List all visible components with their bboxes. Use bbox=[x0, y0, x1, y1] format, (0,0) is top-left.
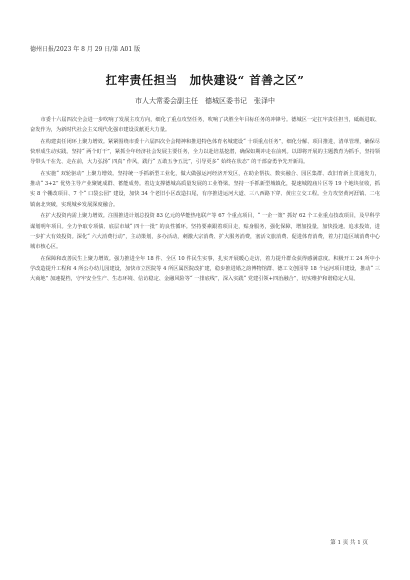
article-byline: 市人大常委会副主任 德城区委书记 张泽中 bbox=[135, 97, 275, 105]
newspaper-source-line: 德州日报/2023 年 8 月 29 日/第 A01 版 bbox=[30, 46, 141, 53]
paragraph-intro: 市委十六届四次全会进一步吹响了发展主攻方向，细化了重点攻坚任务，吹响了决胜全年目标任务的冲锋号。德城区一定扛牢责任担当，砥砺进取、奋发作为，为新时代社会主义现代化强市建设贡献更大力量。 bbox=[30, 117, 380, 134]
paragraph-dual-drive: 在实施“ 双轮驱动” 上聚力增效。坚持统一手抓新型工业化，做大做强运河经济开发区，在助企帮扶、数实融合、园区集群、改旧育新上贯通发力，推动“ 3+2” 优势主导产业聚链成群、蓄能成势。着边支撑德城高质量发展的工业脊梁。坚持一手抓新型城镇化，提速城隍庙片区等 19 个地块征收，抓实 8 个棚改项目、7 个“ 口袋公园” 建设，加快 34 个老旧小区改造扫尾，有序推进运河大道、三八西路下穿、黄庄立交工程。全力攻坚黄河涯镇、二屯镇南北突破，实现城乡发展深度融合。 bbox=[30, 171, 380, 208]
article-title: 扛牢责任担当 加快建设“ 首善之区” bbox=[105, 73, 305, 87]
article-body bbox=[30, 115, 380, 286]
paragraph-livelihood: 在保障和改善民生上聚力增效。强力推进全年 18 件、全区 10 件民生实事，扎实开展暖心走访，着力提升群众获得感满意度。积极开工 24 所中小学改造提升工程和 4 所公办幼儿园建设，加快市立医院等 4 所区属医院改扩建，稳步推进婚之韵博物馆群、德工文创园等 18 个运河项目建设，推动“ 三大商地” 加速提档，守牢安全生产、生态环境、信访稳定、金融风险等“ 一排底线”，深入实践“ 党建引领+四治融合”，切实维护和谐稳定大局。 bbox=[30, 255, 380, 283]
page-number: 第 1 页 共 1 页 bbox=[330, 540, 368, 546]
paragraph-investment: 在扩大投资内需上聚力增效。注围推进计划总投资 83 亿元的华能热电联产等 67 个重点项目，“ 一企一策” 抓好 62 个工业重点技改项目，及早科学谋划明年项目。全力争取专项债、底层市域“ 四十一批” 的良性循环。坚持要素跟着项目走，贴身服务，强化保障，增加投量，加快投速。追求投效，进一步扩大有效投资。深化“ 六大消费行动”，主动策划，多办活动，刺激大宗消费、扩大服务消费，塞活文旅消费、促进体育消费，着力打造区域消费中心城市核心区。 bbox=[30, 213, 380, 250]
paragraph-responsibility: 在构建责任闭环上聚力增效。紧紧围绕市委十六届四次全会精神和推进特色体育名城建设“ 十项重点任务”，细化分解、项目推进，清单管理，确保尽快形成生动实践。坚持“ 两个盯干”，紧抓全年经济社会发展主要任务，全力以赴培基挖潜，确保如期冲走在前列。以即将开展的主题教育为抓手，坚持领导带头干在先、走在前，大力弘扬“ 四真” 作风，践行“ 五敢五争五比”，引导更多“ 始终在状态” 的干部奋勇争先开新局。 bbox=[30, 138, 380, 166]
